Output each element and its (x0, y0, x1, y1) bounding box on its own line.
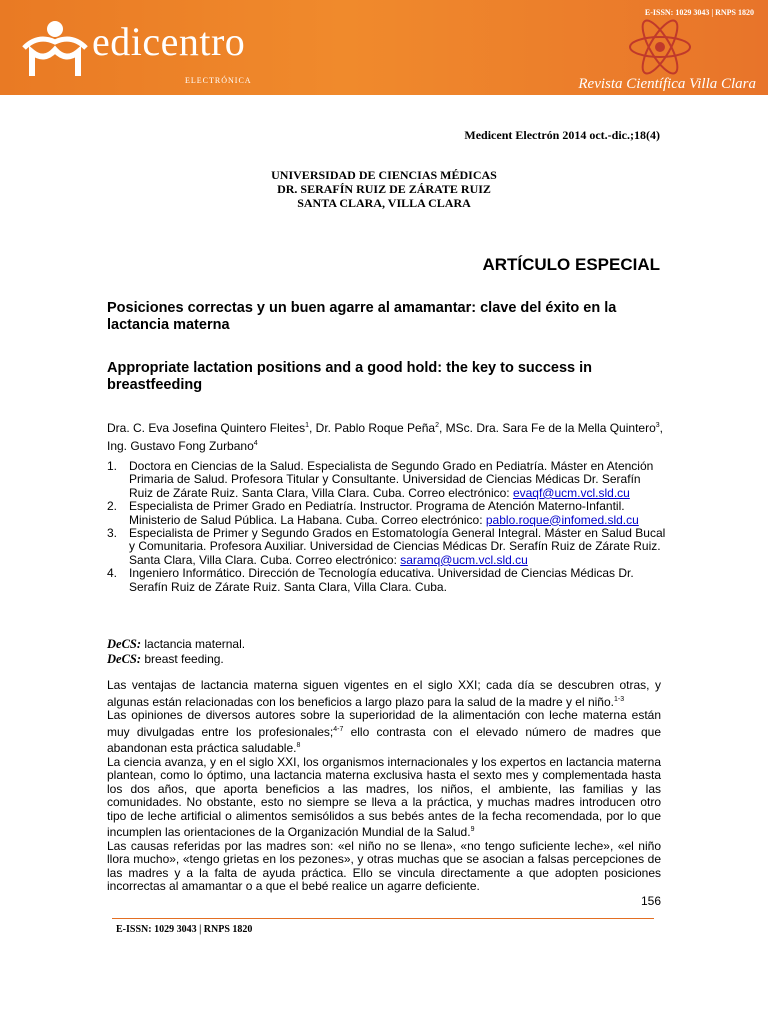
affiliation-item (107, 567, 667, 594)
keyword-text: breast feeding. (141, 652, 224, 666)
article-type: ARTÍCULO ESPECIAL (482, 255, 660, 274)
author-name: , Ing. Gustavo Fong Zurbano (107, 421, 663, 453)
title-spanish: Posiciones correctas y un buen agarre al amamantar: clave del éxito en la lactancia materna (107, 300, 617, 333)
institution-line: UNIVERSIDAD DE CIENCIAS MÉDICAS (271, 168, 497, 182)
author-ref: 4 (253, 440, 258, 447)
medicentro-logo-icon (18, 18, 92, 78)
title-english: Appropriate lactation positions and a good hold: the key to success in breastfeeding (107, 360, 593, 393)
brand-name: edicentro (92, 19, 246, 64)
footer-divider (112, 918, 654, 919)
affiliation-text: Ingeniero Informático. Dirección de Tecnología educativa. Universidad de Ciencias Médicas Dr. Serafín Ruiz de Zárate Ruiz. Santa Clara, Villa Clara. Cuba. (129, 566, 634, 594)
citation-ref: 1-3 (614, 695, 625, 703)
paragraph-text: Las causas referidas por las madres son: «el niño no se llena», «no tengo suficiente leche», «el niño llora mucho», «tengo grietas en los pezones», y otras muchas que se asocian a falsas percepciones de las madres y a la falta de ayuda práctica. Ello se vincula directamente a que adopten posiciones incorrectas al amamantar o a que el bebé realice un agarre deficiente. (107, 838, 661, 893)
affiliation-item (107, 460, 667, 500)
article-body (107, 679, 661, 894)
citation: Medicent Electrón 2014 oct.-dic.;18(4) (464, 128, 660, 142)
affiliation-list (107, 460, 667, 594)
author-ref: 3 (655, 422, 660, 429)
paragraph-text: Las opiniones de diversos autores sobre la superioridad de la alimentación con leche materna están muy divulgadas entre los profesionales; (107, 708, 661, 739)
affiliation-item (107, 527, 667, 567)
author-list (107, 418, 667, 454)
decs-label: DeCS: (107, 652, 142, 666)
affiliation-text: Especialista de Primer y Segundo Grados en Estomatología General Integral. Máster en Salud Bucal y Comunitaria. Profesora Auxiliar. Universidad de Ciencias Médicas Dr. Serafín Ruiz de Zárate Ruiz. Santa Clara, Villa Clara. Cuba. Correo electrónico: (129, 526, 666, 567)
email-link[interactable]: pablo.roque@infomed.sld.cu (485, 512, 639, 527)
keywords-spanish (107, 637, 667, 652)
citation-ref: 4-7 (333, 725, 344, 733)
affiliation-text: Especialista de Primer Grado en Pediatría. Instructor. Programa de Atención Materno-Infantil. Ministerio de Salud Pública. La Habana. Cuba. Correo electrónico: (129, 499, 625, 527)
paragraph-text: ello contrasta con el elevado número de madres que abandonan esta práctica saludable. (107, 724, 661, 755)
body-paragraph (107, 709, 661, 756)
institution-line: SANTA CLARA, VILLA CLARA (297, 196, 471, 210)
paragraph-text: Las ventajas de lactancia materna siguen vigentes en el siglo XXI; cada día se descubren otras, y algunas están relacionadas con los beneficios a largo plazo para la salud de la madre y el niño. (107, 678, 661, 709)
author-ref: 1 (305, 422, 309, 429)
email-link[interactable]: evaqf@ucm.vcl.sld.cu (512, 485, 630, 500)
footer-issn: E-ISSN: 1029 3043 | RNPS 1820 (116, 924, 253, 935)
author-name: Dra. C. Eva Josefina Quintero Fleites (107, 421, 306, 435)
citation-ref: 8 (296, 742, 301, 749)
affiliation-item (107, 500, 667, 527)
body-paragraph (107, 840, 661, 894)
atom-emblem-icon (624, 18, 696, 76)
author-ref: 2 (435, 422, 439, 429)
body-paragraph (107, 756, 661, 840)
decs-label: DeCS: (107, 637, 142, 651)
affiliation-number: 2. (107, 499, 118, 514)
brand-subtitle: ELECTRÓNICA (185, 76, 252, 85)
revista-label: Revista Científica Villa Clara (578, 76, 756, 92)
email-link[interactable]: saramq@ucm.vcl.sld.cu (400, 552, 528, 567)
author-name: , MSc. Dra. Sara Fe de la Mella Quintero (439, 421, 656, 435)
keyword-text: lactancia maternal. (141, 637, 246, 651)
body-paragraph (107, 679, 661, 709)
page-number: 156 (640, 894, 661, 908)
paragraph-text: La ciencia avanza, y en el siglo XXI, los organismos internacionales y los expertos en lactancia materna plantean, como lo óptimo, una lactancia materna exclusiva hasta el sexto mes y complementada hasta los dos años, que aporta beneficios a las madres, los niños, el ambiente, las familias y las comunidades. No obstante, esto no siempre se lleva a la práctica, y muchas madres introducen otro tipo de leche artificial o alimentos semisólidos a sus bebés antes de la fecha recomendada, por lo que incumplen las orientaciones de la Organización Mundial de la Salud. (107, 754, 661, 839)
keywords-english (107, 652, 667, 667)
journal-banner (0, 0, 768, 95)
citation-ref: 9 (470, 826, 475, 833)
institution-line: DR. SERAFÍN RUIZ DE ZÁRATE RUIZ (277, 182, 491, 196)
affiliation-number: 3. (107, 526, 118, 541)
author-name: , Dr. Pablo Roque Peña (309, 421, 436, 435)
affiliation-number: 4. (107, 566, 118, 581)
affiliation-text: Doctora en Ciencias de la Salud. Especialista de Segundo Grado en Pediatría. Máster en Atención Primaria de Salud. Profesora Titular y Consultante. Universidad de Ciencias Médicas Dr. Serafín Ruiz de Zárate Ruiz. Santa Clara, Villa Clara. Cuba. Correo electrónico: (129, 459, 654, 500)
banner-issn: E-ISSN: 1029 3043 | RNPS 1820 (644, 8, 754, 17)
affiliation-number: 1. (107, 459, 118, 473)
